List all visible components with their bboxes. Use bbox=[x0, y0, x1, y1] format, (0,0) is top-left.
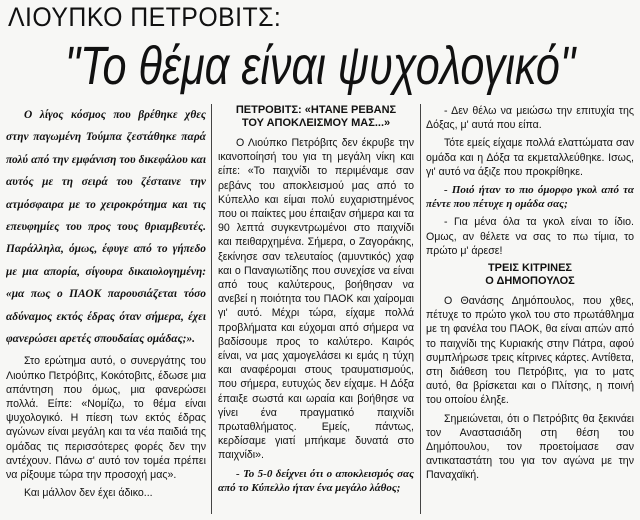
article-column-1 bbox=[6, 104, 206, 518]
subhead-line: ΤΟΥ ΑΠΟΚΛΕΙΣΜΟΥ ΜΑΣ...» bbox=[241, 117, 391, 129]
column-divider bbox=[211, 104, 212, 514]
article-column-2 bbox=[218, 104, 414, 518]
body-paragraph: Τότε εμείς είχαμε πολλά ελαττώματα σαν ομάδα και η Δόξα τα εκμεταλλεύθηκε. Ισως, γι' αυτό να άξιζε που προκρίθηκε. bbox=[426, 137, 634, 178]
subhead-line: Ο ΔΗΜΟΠΟΥΛΟΣ bbox=[485, 275, 575, 288]
body-paragraph: - Δεν θέλω να μειώσω την επιτυχία της Δόξας, μ' αυτά που είπα. bbox=[426, 105, 634, 132]
article-headline: "Το θέμα είναι ψυχολογικό" bbox=[64, 36, 576, 96]
subhead-line: ΠΕΤΡΟΒΙΤΣ: «ΗΤΑΝΕ ΡΕΒΑΝΣ bbox=[235, 104, 397, 116]
body-paragraph: Και μάλλον δεν έχει άδικο... bbox=[24, 487, 153, 500]
body-paragraph: - Για μένα όλα τα γκολ είναι το ίδιο. Ομως, αν θέλετε να σας το πω τίμια, το πρώτο μ' άρεσε! bbox=[426, 216, 634, 257]
column-divider bbox=[420, 104, 421, 514]
article-column-3 bbox=[426, 104, 634, 518]
section-subhead bbox=[426, 262, 634, 288]
article-kicker: ΛΙΟΥΠΚΟ ΠΕΤΡΟΒΙΤΣ: bbox=[8, 2, 282, 32]
subhead-line: ΤΡΕΙΣ ΚΙΤΡΙΝΕΣ bbox=[487, 262, 573, 275]
body-paragraph: Στο ερώτημα αυτό, ο συνεργάτης του Λιούπκο Πετρόβιτς, Κοκότοβιτς, έδωσε μια απάντηση που όμως, μια φανερώσει πολλά. Είπε: «Νομίζω, το θέμα είναι ψυχολογικό. Η πίεση των εκτός έδρας αγώνων είναι μεγάλη και τα νέα παιδιά της ομάδας τις περισσότερες φορές δεν την αντέχουν. Πάνω σ' αυτό τον τομέα πρέπει να ρίξουμε τώρα την προσοχή μας». bbox=[6, 355, 206, 482]
interview-question: - Το 5-0 δείχνει ότι ο αποκλεισμός σας από το Κύπελλο ήταν ένα μεγάλο λάθος; bbox=[218, 467, 414, 494]
section-subhead bbox=[218, 104, 414, 130]
body-paragraph: Σημειώνεται, ότι ο Πετρόβιτς θα ξεκινάει τον Αναστασιάδη στη θέση του Δημόπουλου, τον προετοίμασε σαν αντικαταστάτη του για τον αγώνα με την Παναχαϊκή. bbox=[426, 412, 634, 482]
lead-paragraph: Ο λίγος κόσμος που βρέθηκε χθες στην παγωμένη Τούμπα ζεστάθηκε παρά πολύ από την εμφάνιση του δικεφάλου και αυτός με τη σειρά του ζέσταινε την ατμόσφαιρα με το χειροκρότημα και τις επευφημίες του προς τους θριαμβευτές. Παράλληλα, όμως, έφυγε από το γήπεδο με μια απορία, σίγουρα δικαιολογημένη: «μα πως ο ΠΑΟΚ παρουσιάζεται τόσο αδύναμος εκτός έδρας όταν σήμερα, έχει φανερώσει αρετές σπουδαίας ομάδας;». bbox=[6, 109, 206, 346]
body-paragraph: Ο Λιούπκο Πετρόβιτς δεν έκρυβε την ικανοποίησή του για τη μεγάλη νίκη και είπε: «Το παιχνίδι το περιμέναμε σαν ρεβάνς του αποκλεισμού μας από το Κύπελλο και είμαι πολύ ευχαριστημένος που οι παίκτες μου έπαιξαν σήμερα και τα 90 λεπτά συγκεντρωμένοι στο παιχνίδι και πειθαρχημένα. Σήμερα, ο Ζαγοράκης, ξεκίνησε σαν τελευταίος (αμυντικός) χαφ και ο Παναγιωτίδης που συνεχίσε να είναι από τους καλύτερους, βοήθησαν να ανεβεί η ποιότητα του ΠΑΟΚ και χαίρομαι γι' αυτό. Μέχρι τώρα, είχαμε πολλά προβλήματα και εύχομαι από σήμερα να βαδίσουμε προς το καλύτερο. Καιρός είναι, να μας χαμογελάσει κι εμάς η τύχη και αναφέρομαι στους τραυματισμούς, που σήμερα, ευτυχώς δεν είχαμε. Η Δόξα έπαιξε σωστά και ωραία και βοήθησε να γίνει ένα πραγματικό παιχνίδι πρωταθλήματος. Εμείς, πάντως, κερδίσαμε γιατί μπήκαμε δυνατά στο παιχνίδι». bbox=[218, 137, 414, 462]
body-paragraph: Ο Θανάσης Δημόπουλος, που χθες, πέτυχε το πρώτο γκολ του στο πρωτάθλημα με τη φανέλα του ΠΑΟΚ, θα είναι απών από το παιχνίδι της Κυριακής στην Πάτρα, αφού συμπλήρωσε τρεις κίτρινες κάρτες. Αντίθετα, στη διάθεση του Πετρόβιτς, για το ματς αυτό, θα βρίσκεται και ο Πλίτσης, η ποινή του οποίου έληξε. bbox=[426, 295, 634, 407]
interview-question: - Ποιό ήταν το πιο όμορφο γκολ από τα πέντε που πέτυχε η ομάδα σας; bbox=[426, 184, 634, 211]
